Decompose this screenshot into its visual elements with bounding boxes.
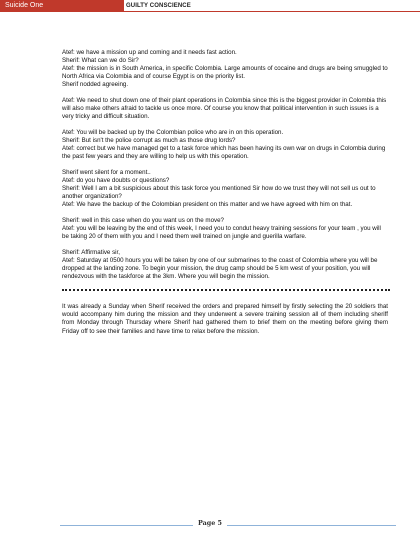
chapter-title: GUILTY CONSCIENCE xyxy=(126,3,191,9)
header-rule xyxy=(124,11,420,12)
page-header xyxy=(0,0,420,12)
page-body xyxy=(62,49,388,343)
header-title-block xyxy=(0,0,124,12)
dialogue-paragraph: Atef: You will be backed up by the Colombian police who are in on this operation. Sherif: But isn't the police corrupt as much as those drug lords? Atef: correct but we have managed get to a task force which has been having its own war on drugs in Colombia during the past few years and they are willing to help us with this operation. xyxy=(62,128,386,161)
narrative-paragraph: It was already a Sunday when Sherif received the orders and prepared himself by firstly selecting the 20 soldiers that would accompany him during the mission and they underwent a severe training session all of them including sheriff from Monday through Thursday where Sherif had gathered them to brief them on the meeting before giving them Friday off to see their families and have time to relax before the mission. xyxy=(62,303,388,335)
dialogue-paragraph: Sherif: well in this case when do you want us on the move? Atef: you will be leaving by the end of this week, I need you to condut heavy training sessions for your team , you will be taking 20 of them with you and I need them well trained on jungle and guerilla warfare. xyxy=(62,216,381,241)
dialogue-paragraph: Sherif went silent for a moment.. Atef: do you have doubts or questions? Sherif: Well I am a bit suspicious about this task force you mentioned Sir how do we trust they will not sell us out to another organization? Atef: We have the backup of the Colombian president on this matter and we have agreed with him on that. xyxy=(62,168,376,209)
page-footer xyxy=(0,519,420,527)
dialogue-paragraph: Sherif: Affirmative sir, Atef: Saturday at 0500 hours you will be taken by one of our submarines to the coast of Colombia where you will be dropped at the landing zone. To begin your mission, the drug camp should be 5 km west of your position, you will rendezvous with the taskforce at the 3km. Where you will begin the mission. xyxy=(62,248,378,281)
dialogue-paragraph: Atef: We need to shut down one of their plant operations in Colombia since this is the biggest provider in Colombia this will also make others afraid to tackle us once more. Of course you know that political intervention in such issues is a very tricky and difficult situation. xyxy=(62,97,387,121)
page-number: Page 5 xyxy=(193,519,227,527)
dialogue-paragraph: Atef: we have a mission up and coming and it needs fast action. Sherif: What can we do Sir? Atef: the mission is in South America, in specific Colombia. Large amounts of cocaine and drugs are being smuggled to North Africa via Colombia and of course Egypt is on the priority list. Sherif nodded agreeing. xyxy=(62,49,388,89)
book-title: Suicide One xyxy=(5,2,44,9)
section-divider xyxy=(62,289,390,291)
